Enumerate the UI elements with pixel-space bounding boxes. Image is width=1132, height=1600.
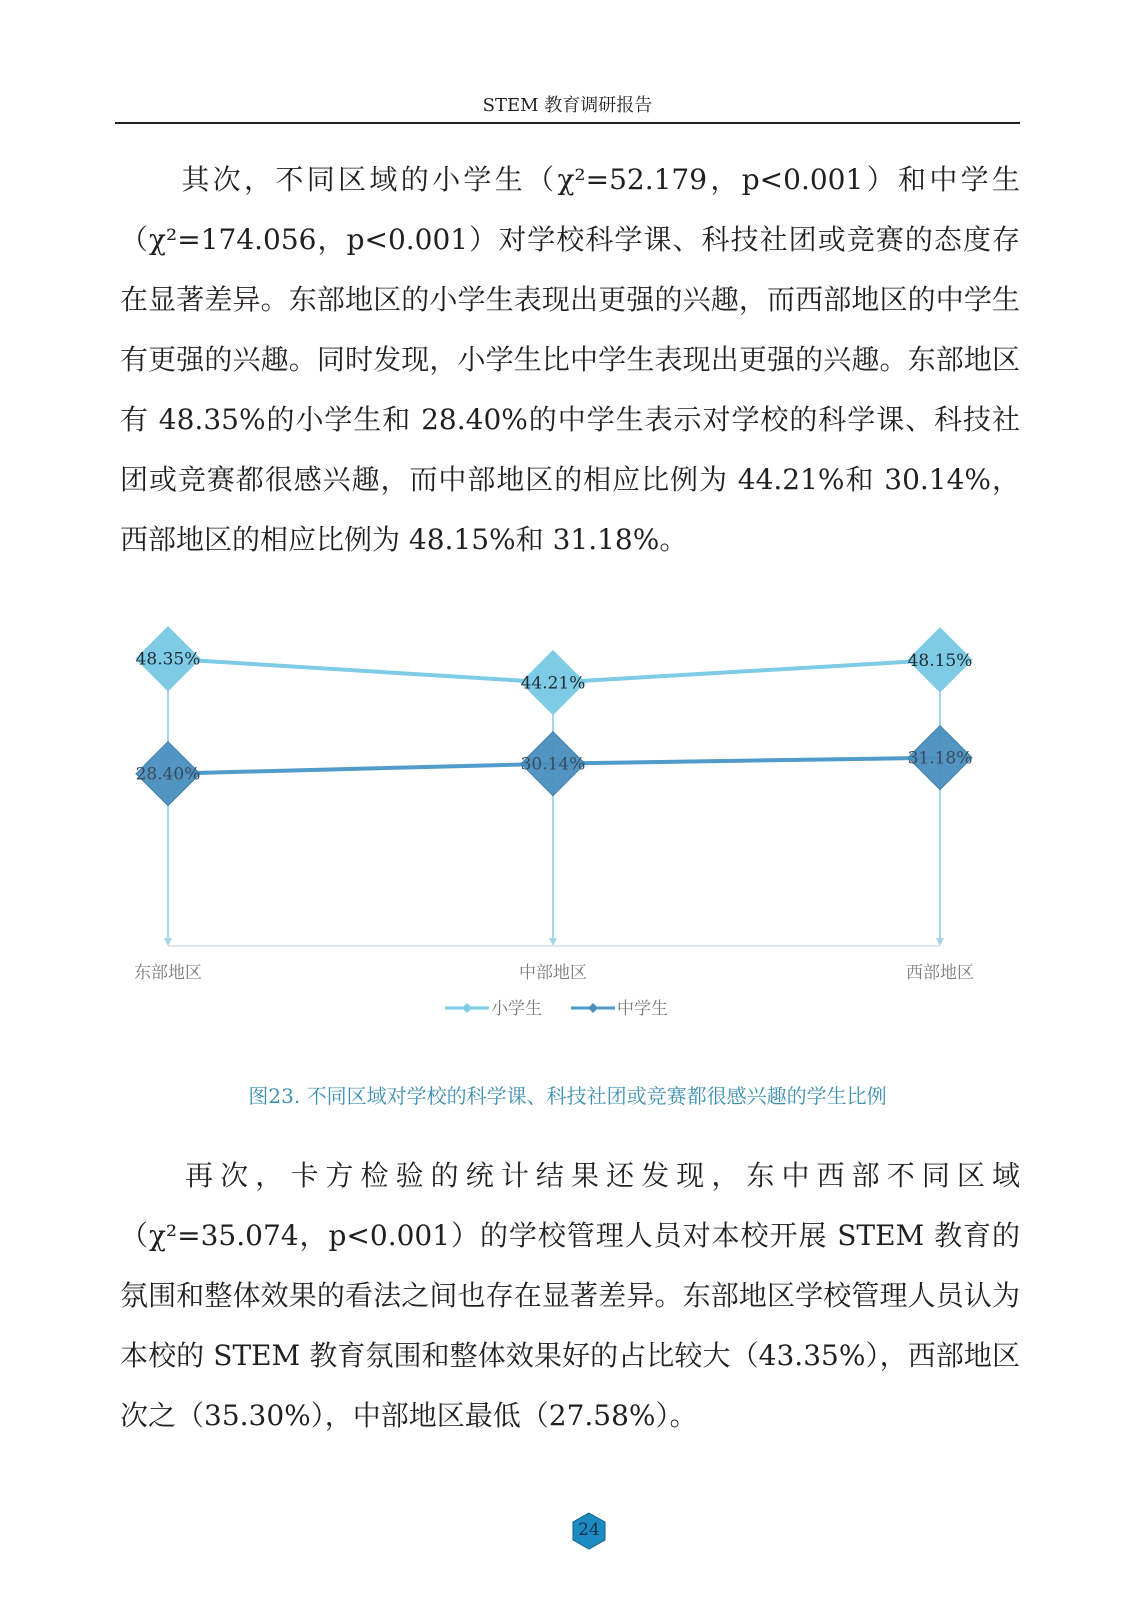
data-label: 48.35%: [135, 649, 201, 670]
running-header: STEM 教育调研报告: [115, 94, 1020, 124]
figure-caption: 图23. 不同区域对学校的科学课、科技社团或竞赛都很感兴趣的学生比例: [248, 1084, 887, 1108]
paragraph-2: [120, 1146, 1020, 1446]
data-label: 44.21%: [520, 673, 586, 694]
drop-line-arrow: [936, 938, 944, 946]
x-tick-label: 中部地区: [519, 963, 587, 983]
legend-marker: [462, 1003, 472, 1013]
chart-svg: [115, 610, 1020, 1050]
paragraph-2-text: 再次，卡方检验的统计结果还发现，东中西部不同区域（χ²=35.074，p<0.001）的学校管理人员对本校开展 STEM 教育的氛围和整体效果的看法之间也存在显著差异。东部地区学校管理人员认为本校的 STEM 教育氛围和整体效果好的占比较大（43.35%），西部地区次之（35.30%），中部地区最低（27.58%）。: [120, 1159, 1020, 1432]
drop-line-arrow: [549, 938, 557, 946]
data-label: 30.14%: [520, 754, 586, 775]
page-number-badge: [570, 1512, 608, 1550]
page-number: 24: [578, 1520, 600, 1540]
drop-line-arrow: [164, 938, 172, 946]
paragraph-1-text: 其次，不同区域的小学生（χ²=52.179，p<0.001）和中学生（χ²=174.056，p<0.001）对学校科学课、科技社团或竞赛的态度存在显著差异。东部地区的小学生表现出更强的兴趣，而西部地区的中学生有更强的兴趣。同时发现，小学生比中学生表现出更强的兴趣。东部地区有 48.35%的小学生和 28.40%的中学生表示对学校的科学课、科技社团或竞赛都很感兴趣，而中部地区的相应比例为 44.21%和 30.14%，西部地区的相应比例为 48.15%和 31.18%。: [120, 163, 1020, 556]
legend-marker: [588, 1003, 598, 1013]
x-tick-label: 西部地区: [906, 963, 974, 983]
data-label: 31.18%: [907, 748, 973, 769]
legend-label: 小学生: [491, 999, 542, 1019]
paragraph-1: [120, 150, 1020, 570]
data-label: 28.40%: [135, 764, 201, 785]
data-label: 48.15%: [907, 650, 973, 671]
x-tick-label: 东部地区: [134, 963, 202, 983]
line-chart: [115, 610, 1020, 1050]
legend-label: 中学生: [617, 999, 668, 1019]
